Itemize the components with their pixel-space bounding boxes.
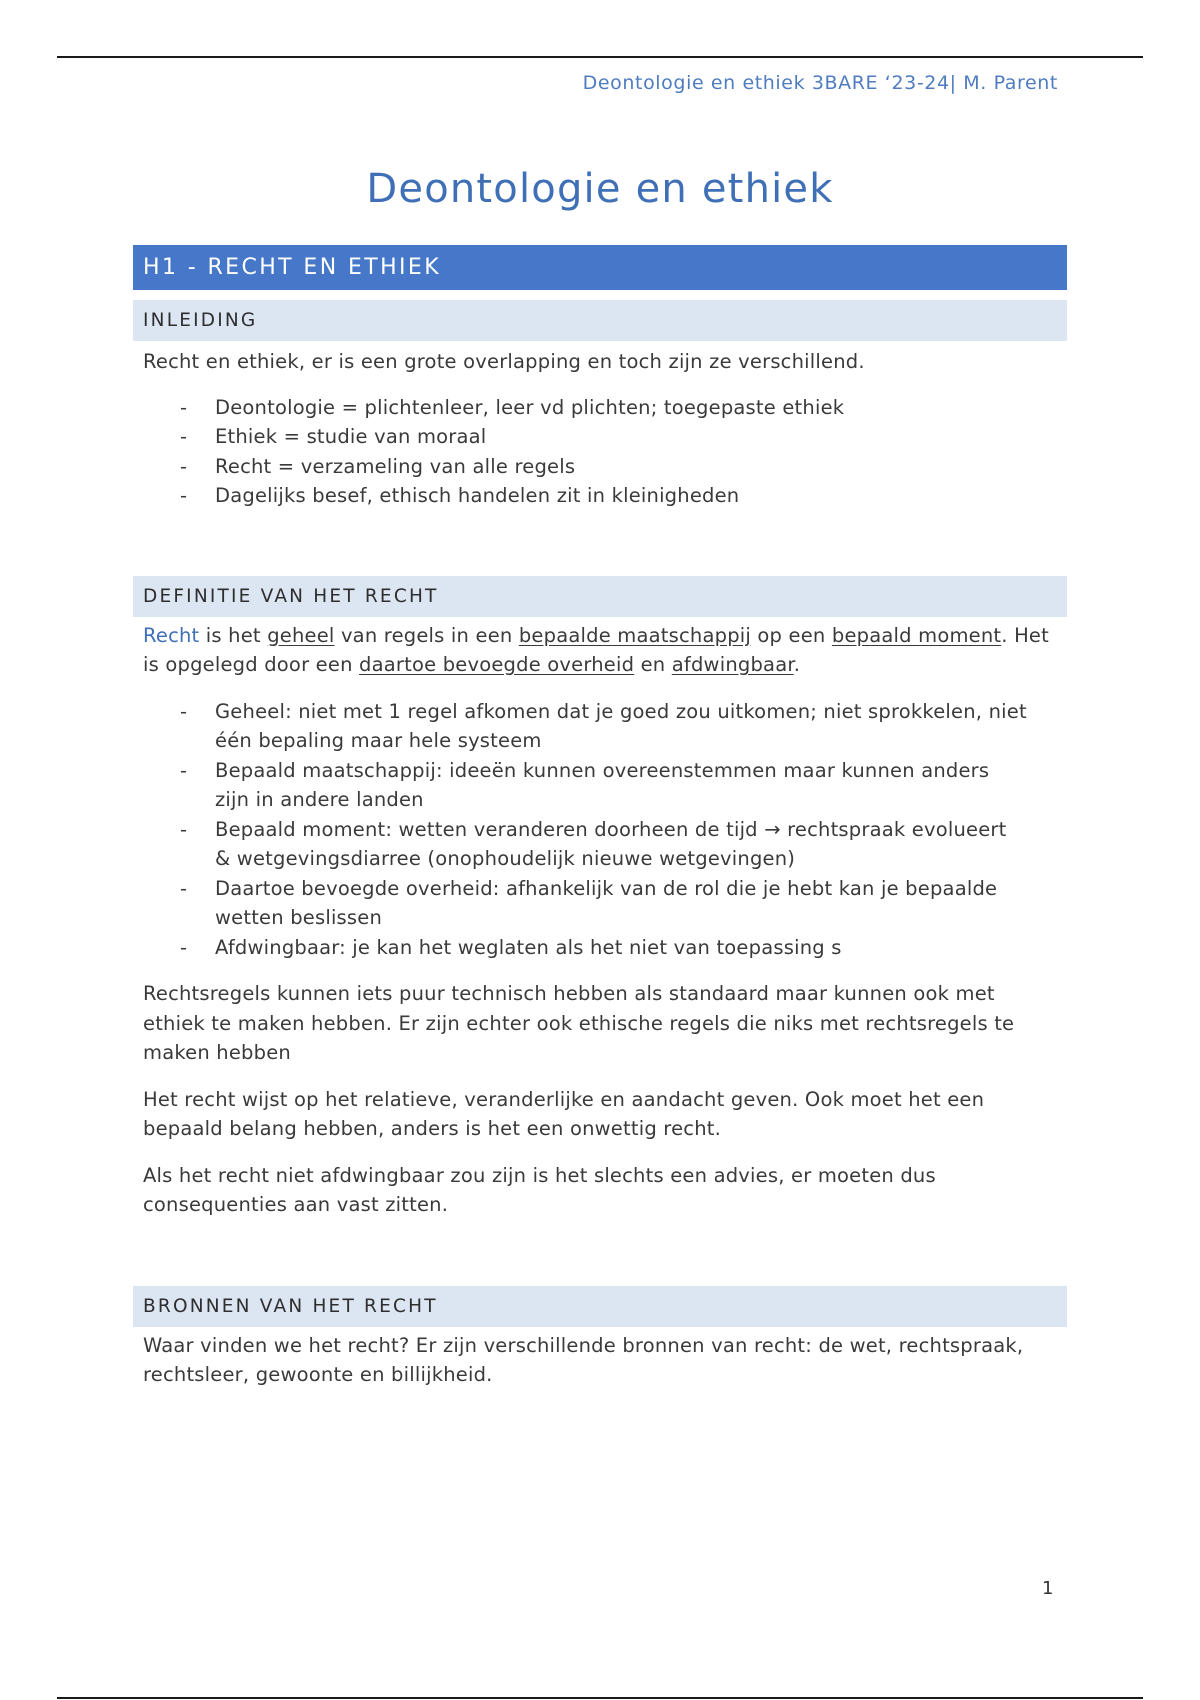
footer-rule [57, 1697, 1143, 1699]
list-item: - Afdwingbaar: je kan het weglaten als het niet van toepassing s [133, 933, 1067, 963]
underlined-term: bepaald moment [831, 623, 1002, 647]
underlined-term: daartoe bevoegde overheid [359, 653, 635, 676]
definitie-list [133, 697, 1067, 963]
header-rule [57, 56, 1143, 58]
underlined-term: geheel [267, 623, 335, 647]
section-heading-bronnen: BRONNEN VAN HET RECHT [133, 1286, 1067, 1327]
list-item: - Recht = verzameling van alle regels [133, 452, 1067, 482]
chapter-heading: H1 - RECHT EN ETHIEK [133, 245, 1067, 290]
underlined-term: afdwingbaar [671, 653, 794, 676]
list-item: - Ethiek = studie van moraal [133, 422, 1067, 452]
list-item: - Geheel: niet met 1 regel afkomen dat je goed zou uitkomen; niet sprokkelen, niet één bepaling maar hele systeem [133, 697, 1067, 756]
list-item: - Bepaald maatschappij: ideeën kunnen overeenstemmen maar kunnen anders zijn in andere landen [133, 756, 1067, 815]
body-paragraph: Het recht wijst op het relatieve, veranderlijke en aandacht geven. Ook moet het een bepaald belang hebben, anders is het een onwettig recht. [143, 1087, 985, 1140]
bronnen-paragraph: Waar vinden we het recht? Er zijn verschillende bronnen van recht: de wet, rechtspraak, rechtsleer, gewoonte en billijkheid. [143, 1333, 1024, 1386]
definitie-paragraph: Recht is het geheel van regels in een bepaalde maatschappij op een bepaald moment. Het is opgelegd door een daartoe bevoegde overheid en afdwingbaar. [143, 623, 1049, 676]
list-item: - Daartoe bevoegde overheid: afhankelijk van de rol die je hebt kan je bepaalde wetten beslissen [133, 874, 1067, 933]
list-item: - Bepaald moment: wetten veranderen doorheen de tijd → rechtspraak evolueert & wetgevingsdiarree (onophoudelijk nieuwe wetgevingen) [133, 815, 1067, 874]
list-item: - Deontologie = plichtenleer, leer vd plichten; toegepaste ethiek [133, 393, 1067, 423]
running-header: Deontologie en ethiek 3BARE ‘23-24| M. Parent [582, 72, 1058, 94]
body-paragraph: Rechtsregels kunnen iets puur technisch hebben als standaard maar kunnen ook met ethiek te maken hebben. Er zijn echter ook ethische regels die niks met rechtsregels te maken hebben [143, 982, 1015, 1064]
term-recht: Recht [143, 623, 200, 647]
page-number: 1 [1042, 1578, 1054, 1599]
document-title: Deontologie en ethiek [366, 166, 834, 212]
section-heading-definitie: DEFINITIE VAN HET RECHT [133, 576, 1067, 617]
document-body [133, 245, 1067, 1390]
body-paragraph: Als het recht niet afdwingbaar zou zijn is het slechts een advies, er moeten dus consequenties aan vast zitten. [143, 1163, 936, 1216]
underlined-term: bepaalde maatschappij [518, 623, 752, 647]
section-heading-inleiding: INLEIDING [133, 300, 1067, 341]
inleiding-intro: Recht en ethiek, er is een grote overlapping en toch zijn ze verschillend. [143, 350, 865, 373]
list-item: - Dagelijks besef, ethisch handelen zit in kleinigheden [133, 481, 1067, 511]
inleiding-list [133, 393, 1067, 511]
